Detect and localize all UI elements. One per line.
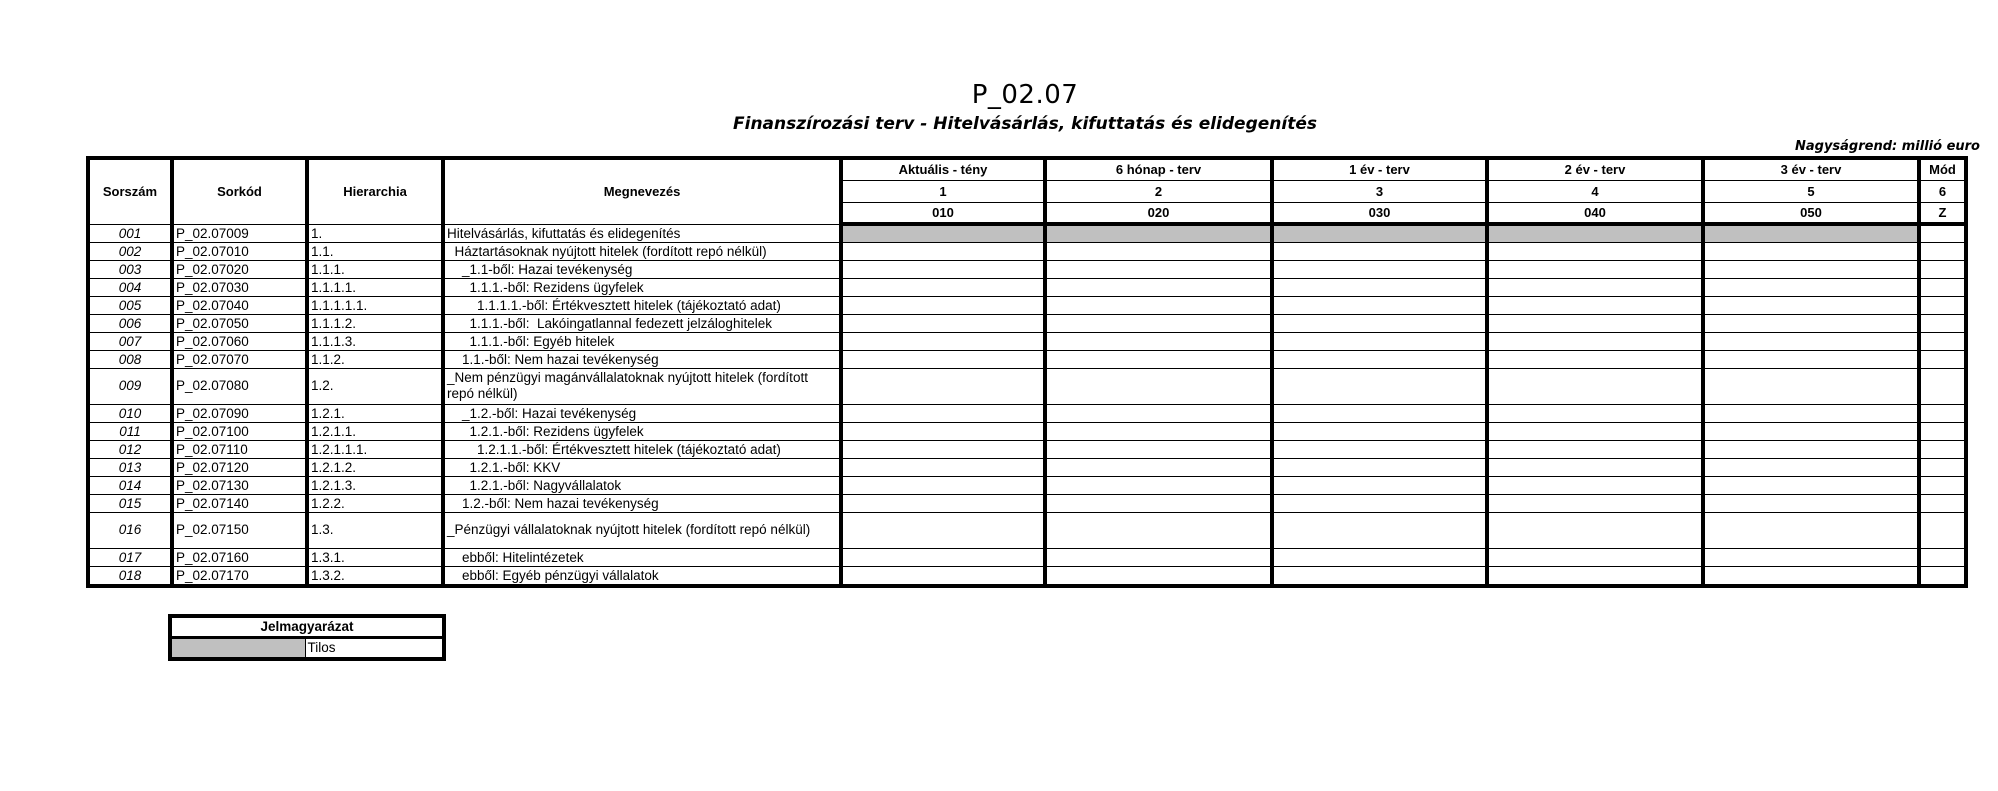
value-cell[interactable]	[841, 332, 1045, 350]
value-cell-forbidden	[1272, 224, 1487, 242]
document-code: P_02.07	[971, 80, 1079, 110]
value-cell[interactable]	[1045, 476, 1272, 494]
value-cell[interactable]	[1045, 422, 1272, 440]
row-megnevezes: 1.2.1.-ből: Rezidens ügyfelek	[443, 422, 841, 440]
value-cell[interactable]	[1703, 440, 1919, 458]
row-megnevezes: 1.2.1.-ből: Nagyvállalatok	[443, 476, 841, 494]
table-row	[88, 512, 1966, 548]
row-sorkod: P_02.07070	[172, 350, 307, 368]
row-sorkod: P_02.07100	[172, 422, 307, 440]
value-cell[interactable]	[1487, 260, 1703, 278]
value-cell[interactable]	[1703, 332, 1919, 350]
value-cell[interactable]	[1045, 242, 1272, 260]
header-col-label: 6 hónap - terv	[1045, 158, 1272, 180]
row-sorszam: 007	[88, 332, 172, 350]
row-hierarchia: 1.2.1.1.1.	[307, 440, 443, 458]
value-cell-forbidden	[1703, 224, 1919, 242]
value-cell[interactable]	[841, 368, 1045, 404]
table-row	[88, 296, 1966, 314]
row-sorszam: 001	[88, 224, 172, 242]
row-sorkod: P_02.07060	[172, 332, 307, 350]
row-sorkod: P_02.07010	[172, 242, 307, 260]
value-cell[interactable]	[841, 476, 1045, 494]
row-sorkod: P_02.07160	[172, 548, 307, 566]
row-sorszam: 016	[88, 512, 172, 548]
value-cell[interactable]	[1703, 296, 1919, 314]
header-col-label: 3 év - terv	[1703, 158, 1919, 180]
header-col-code: 030	[1272, 202, 1487, 224]
row-hierarchia: 1.1.2.	[307, 350, 443, 368]
value-cell[interactable]	[1045, 332, 1272, 350]
row-megnevezes: _Nem pénzügyi magánvállalatoknak nyújtott hitelek (fordított repó nélkül)	[443, 368, 841, 404]
value-cell[interactable]	[1045, 296, 1272, 314]
row-megnevezes: 1.1.1.-ből: Rezidens ügyfelek	[443, 278, 841, 296]
row-hierarchia: 1.2.1.	[307, 404, 443, 422]
row-megnevezes: 1.2.-ből: Nem hazai tevékenység	[443, 494, 841, 512]
value-cell[interactable]	[1487, 242, 1703, 260]
value-cell[interactable]	[841, 548, 1045, 566]
header-col-label: 1 év - terv	[1272, 158, 1487, 180]
value-cell[interactable]	[1272, 566, 1487, 586]
row-sorszam: 006	[88, 314, 172, 332]
value-cell[interactable]	[1919, 314, 1966, 332]
legend-label-forbidden: Tilos	[305, 638, 444, 660]
header-sorkod: Sorkód	[172, 158, 307, 224]
table-row	[88, 242, 1966, 260]
row-sorszam: 014	[88, 476, 172, 494]
legend-swatch-forbidden	[170, 638, 305, 660]
value-cell[interactable]	[1703, 314, 1919, 332]
value-cell[interactable]	[1919, 476, 1966, 494]
header-megnevezes: Megnevezés	[443, 158, 841, 224]
row-sorkod: P_02.07020	[172, 260, 307, 278]
table-row	[88, 422, 1966, 440]
value-cell[interactable]	[841, 440, 1045, 458]
document-subtitle: Finanszírozási terv - Hitelvásárlás, kifuttatás és elidegenítés	[733, 114, 1317, 134]
row-megnevezes: 1.2.1.-ből: KKV	[443, 458, 841, 476]
row-sorkod: P_02.07140	[172, 494, 307, 512]
table-row	[88, 566, 1966, 586]
value-cell[interactable]	[1272, 332, 1487, 350]
header-col-label: Mód	[1919, 158, 1966, 180]
table-body	[88, 224, 1966, 586]
header-hierarchia: Hierarchia	[307, 158, 443, 224]
value-cell[interactable]	[1272, 260, 1487, 278]
row-sorszam: 002	[88, 242, 172, 260]
value-cell[interactable]	[1045, 566, 1272, 586]
header-col-num: 3	[1272, 180, 1487, 202]
value-cell[interactable]	[1487, 350, 1703, 368]
row-hierarchia: 1.1.1.3.	[307, 332, 443, 350]
value-cell[interactable]	[1703, 458, 1919, 476]
value-cell[interactable]	[1919, 224, 1966, 242]
value-cell[interactable]	[1272, 512, 1487, 548]
table-header	[88, 158, 1966, 224]
table-row	[88, 458, 1966, 476]
table-row	[88, 548, 1966, 566]
row-hierarchia: 1.1.1.	[307, 260, 443, 278]
value-cell[interactable]	[1272, 368, 1487, 404]
value-cell[interactable]	[1703, 242, 1919, 260]
value-cell[interactable]	[1272, 548, 1487, 566]
value-cell[interactable]	[1272, 296, 1487, 314]
value-cell[interactable]	[1703, 566, 1919, 586]
value-cell[interactable]	[1487, 458, 1703, 476]
row-sorszam: 009	[88, 368, 172, 404]
value-cell[interactable]	[1487, 494, 1703, 512]
row-sorszam: 018	[88, 566, 172, 586]
row-megnevezes: 1.1.1.-ből: Lakóingatlannal fedezett jelzáloghitelek	[443, 314, 841, 332]
header-col-code: 050	[1703, 202, 1919, 224]
row-hierarchia: 1.2.1.3.	[307, 476, 443, 494]
table-row	[88, 224, 1966, 242]
value-cell[interactable]	[1703, 422, 1919, 440]
legend-title: Jelmagyarázat	[170, 616, 444, 638]
table-row	[88, 404, 1966, 422]
value-cell[interactable]	[1487, 296, 1703, 314]
row-hierarchia: 1.2.1.2.	[307, 458, 443, 476]
value-cell[interactable]	[1487, 476, 1703, 494]
row-sorszam: 005	[88, 296, 172, 314]
value-cell[interactable]	[1487, 314, 1703, 332]
row-hierarchia: 1.1.1.1.	[307, 278, 443, 296]
row-sorkod: P_02.07030	[172, 278, 307, 296]
header-col-num: 1	[841, 180, 1045, 202]
row-sorkod: P_02.07130	[172, 476, 307, 494]
row-sorszam: 017	[88, 548, 172, 566]
value-cell[interactable]	[1045, 440, 1272, 458]
value-cell[interactable]	[841, 278, 1045, 296]
row-megnevezes: ebből: Egyéb pénzügyi vállalatok	[443, 566, 841, 586]
row-sorszam: 015	[88, 494, 172, 512]
value-cell[interactable]	[1703, 350, 1919, 368]
value-cell-forbidden	[841, 224, 1045, 242]
value-cell[interactable]	[1272, 404, 1487, 422]
header-col-num: 4	[1487, 180, 1703, 202]
value-cell[interactable]	[1919, 332, 1966, 350]
row-sorszam: 012	[88, 440, 172, 458]
row-megnevezes: Háztartásoknak nyújtott hitelek (fordított repó nélkül)	[443, 242, 841, 260]
value-cell[interactable]	[1045, 458, 1272, 476]
value-cell[interactable]	[1045, 278, 1272, 296]
value-cell[interactable]	[841, 422, 1045, 440]
value-cell[interactable]	[841, 314, 1045, 332]
value-cell[interactable]	[1045, 368, 1272, 404]
value-cell[interactable]	[1703, 476, 1919, 494]
value-cell[interactable]	[1487, 278, 1703, 296]
row-megnevezes: 1.2.1.1.-ből: Értékvesztett hitelek (tájékoztató adat)	[443, 440, 841, 458]
value-cell[interactable]	[1919, 296, 1966, 314]
value-cell[interactable]	[1045, 404, 1272, 422]
value-cell[interactable]	[1045, 314, 1272, 332]
value-cell[interactable]	[1919, 440, 1966, 458]
table-row	[88, 278, 1966, 296]
row-sorszam: 013	[88, 458, 172, 476]
header-col-label: 2 év - terv	[1487, 158, 1703, 180]
row-hierarchia: 1.3.1.	[307, 548, 443, 566]
value-cell[interactable]	[841, 566, 1045, 586]
legend	[168, 614, 446, 661]
value-cell[interactable]	[1045, 512, 1272, 548]
units-note: Nagyságrend: millió euro	[1794, 139, 1980, 154]
header-col-num: 5	[1703, 180, 1919, 202]
row-hierarchia: 1.	[307, 224, 443, 242]
value-cell[interactable]	[1272, 440, 1487, 458]
value-cell[interactable]	[1919, 422, 1966, 440]
value-cell[interactable]	[1919, 368, 1966, 404]
table-row	[88, 494, 1966, 512]
value-cell[interactable]	[1919, 242, 1966, 260]
table-row	[88, 440, 1966, 458]
value-cell[interactable]	[1272, 242, 1487, 260]
header-sorszam: Sorszám	[88, 158, 172, 224]
value-cell[interactable]	[841, 260, 1045, 278]
value-cell[interactable]	[1487, 566, 1703, 586]
value-cell[interactable]	[1272, 314, 1487, 332]
value-cell[interactable]	[841, 458, 1045, 476]
value-cell[interactable]	[1487, 368, 1703, 404]
row-megnevezes: 1.1.-ből: Nem hazai tevékenység	[443, 350, 841, 368]
row-sorkod: P_02.07110	[172, 440, 307, 458]
value-cell[interactable]	[1703, 368, 1919, 404]
row-sorkod: P_02.07090	[172, 404, 307, 422]
value-cell[interactable]	[1487, 422, 1703, 440]
value-cell[interactable]	[1703, 512, 1919, 548]
table-row	[88, 476, 1966, 494]
value-cell[interactable]	[1487, 440, 1703, 458]
value-cell[interactable]	[1919, 458, 1966, 476]
value-cell[interactable]	[1703, 260, 1919, 278]
value-cell[interactable]	[1919, 548, 1966, 566]
row-megnevezes: 1.1.1.-ből: Egyéb hitelek	[443, 332, 841, 350]
row-sorkod: P_02.07080	[172, 368, 307, 404]
value-cell[interactable]	[1272, 422, 1487, 440]
header-col-code: 010	[841, 202, 1045, 224]
value-cell[interactable]	[1919, 566, 1966, 586]
value-cell[interactable]	[1919, 512, 1966, 548]
value-cell[interactable]	[1272, 458, 1487, 476]
value-cell[interactable]	[841, 494, 1045, 512]
value-cell[interactable]	[1272, 278, 1487, 296]
row-hierarchia: 1.2.1.1.	[307, 422, 443, 440]
row-megnevezes: Hitelvásárlás, kifuttatás és elidegenítés	[443, 224, 841, 242]
row-megnevezes: ebből: Hitelintézetek	[443, 548, 841, 566]
value-cell[interactable]	[1487, 404, 1703, 422]
value-cell[interactable]	[1703, 278, 1919, 296]
value-cell[interactable]	[841, 512, 1045, 548]
row-sorszam: 008	[88, 350, 172, 368]
value-cell[interactable]	[841, 350, 1045, 368]
table-row	[88, 332, 1966, 350]
row-sorszam: 003	[88, 260, 172, 278]
row-megnevezes: _1.1-ből: Hazai tevékenység	[443, 260, 841, 278]
table-row	[88, 260, 1966, 278]
row-sorszam: 004	[88, 278, 172, 296]
value-cell[interactable]	[1272, 494, 1487, 512]
value-cell[interactable]	[1272, 476, 1487, 494]
header-col-code: 020	[1045, 202, 1272, 224]
value-cell[interactable]	[1919, 260, 1966, 278]
value-cell[interactable]	[1919, 404, 1966, 422]
value-cell[interactable]	[841, 296, 1045, 314]
row-hierarchia: 1.2.	[307, 368, 443, 404]
value-cell[interactable]	[1487, 548, 1703, 566]
value-cell[interactable]	[1919, 494, 1966, 512]
value-cell[interactable]	[841, 242, 1045, 260]
row-megnevezes: _1.2.-ből: Hazai tevékenység	[443, 404, 841, 422]
header-col-code: 040	[1487, 202, 1703, 224]
row-sorkod: P_02.07170	[172, 566, 307, 586]
value-cell[interactable]	[1703, 494, 1919, 512]
value-cell-forbidden	[1487, 224, 1703, 242]
value-cell[interactable]	[1919, 350, 1966, 368]
header-col-num: 6	[1919, 180, 1966, 202]
row-sorkod: P_02.07040	[172, 296, 307, 314]
table-row	[88, 314, 1966, 332]
row-sorszam: 010	[88, 404, 172, 422]
row-hierarchia: 1.3.	[307, 512, 443, 548]
value-cell[interactable]	[1703, 548, 1919, 566]
header-col-label: Aktuális - tény	[841, 158, 1045, 180]
value-cell[interactable]	[1045, 260, 1272, 278]
value-cell[interactable]	[1045, 494, 1272, 512]
row-hierarchia: 1.3.2.	[307, 566, 443, 586]
header-row-labels	[88, 158, 1966, 180]
row-sorszam: 011	[88, 422, 172, 440]
table-row	[88, 368, 1966, 404]
value-cell[interactable]	[1487, 332, 1703, 350]
value-cell[interactable]	[1045, 350, 1272, 368]
row-megnevezes: 1.1.1.1.-ből: Értékvesztett hitelek (tájékoztató adat)	[443, 296, 841, 314]
value-cell[interactable]	[841, 404, 1045, 422]
row-hierarchia: 1.1.1.1.1.	[307, 296, 443, 314]
header-col-code: Z	[1919, 202, 1966, 224]
header-col-num: 2	[1045, 180, 1272, 202]
table-row	[88, 350, 1966, 368]
value-cell-forbidden	[1045, 224, 1272, 242]
row-sorkod: P_02.07009	[172, 224, 307, 242]
row-sorkod: P_02.07150	[172, 512, 307, 548]
row-sorkod: P_02.07050	[172, 314, 307, 332]
row-sorkod: P_02.07120	[172, 458, 307, 476]
row-megnevezes: _Pénzügyi vállalatoknak nyújtott hitelek (fordított repó nélkül)	[443, 512, 841, 548]
value-cell[interactable]	[1487, 512, 1703, 548]
value-cell[interactable]	[1919, 278, 1966, 296]
value-cell[interactable]	[1703, 404, 1919, 422]
row-hierarchia: 1.2.2.	[307, 494, 443, 512]
row-hierarchia: 1.1.	[307, 242, 443, 260]
row-hierarchia: 1.1.1.2.	[307, 314, 443, 332]
value-cell[interactable]	[1272, 350, 1487, 368]
financing-plan-table	[86, 156, 1968, 588]
value-cell[interactable]	[1045, 548, 1272, 566]
